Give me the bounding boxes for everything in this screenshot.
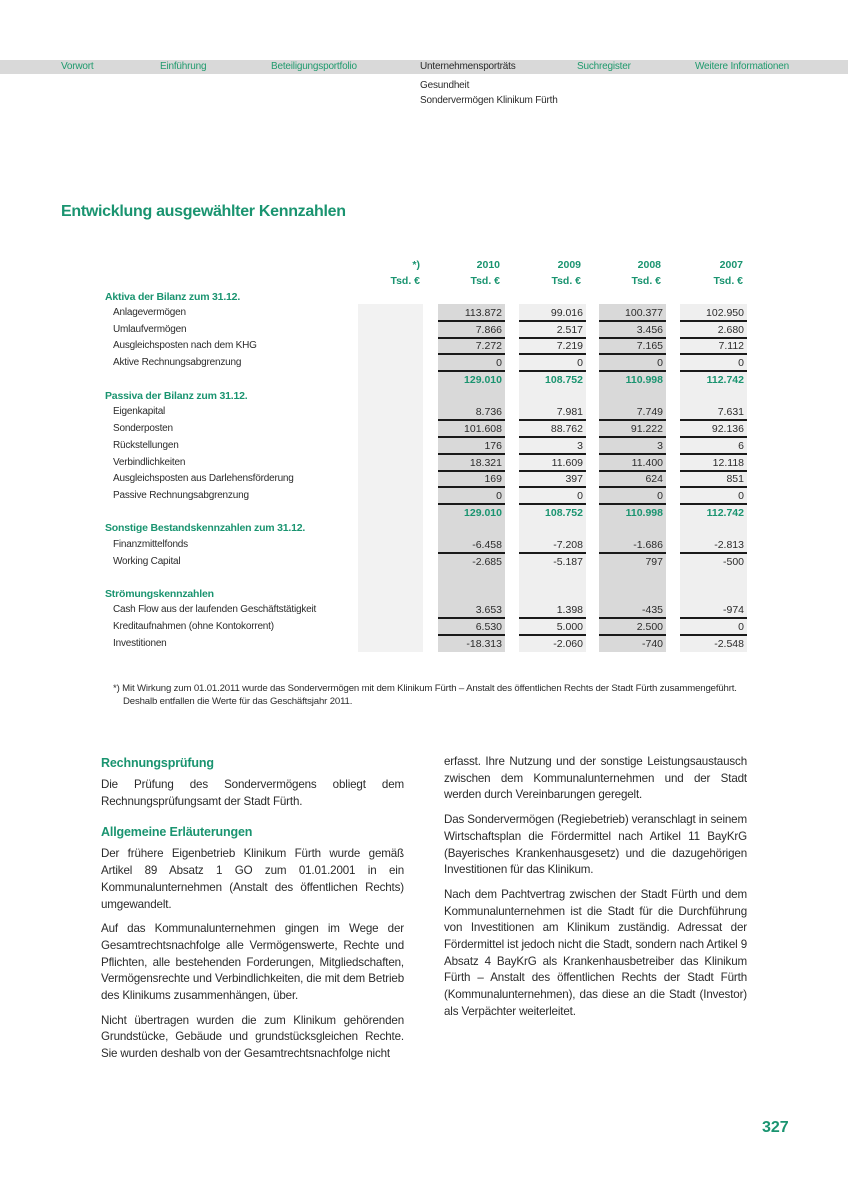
table-cell: 7.866 (438, 322, 505, 339)
total-cell: 129.010 (464, 374, 502, 386)
total-cell: 112.742 (706, 374, 744, 386)
column-header-2010: 2010 (476, 259, 500, 271)
table-cell: 0 (680, 619, 747, 636)
section-header-aktiva: Aktiva der Bilanz zum 31.12. (105, 291, 241, 303)
row-label: Ausgleichsposten nach dem KHG (113, 340, 257, 351)
table-cell: 101.608 (438, 421, 505, 438)
table-cell: 1.398 (519, 602, 586, 619)
row-label: Working Capital (113, 556, 181, 567)
paragraph: Nicht übertragen wurden die zum Klinikum gehörenden Grundstücke, Gebäude und grundstücksgleichen Rechte. Sie wurden deshalb von der Gesamtrechtsnachfolge nicht (101, 1013, 404, 1061)
heading-allgemeine-erlaeuterungen: Allgemeine Erläuterungen (101, 825, 253, 840)
column-unit: Tsd. € (713, 275, 743, 287)
body-left-column (101, 755, 404, 1071)
table-cell: 7.165 (599, 338, 666, 355)
table-cell: 102.950 (680, 305, 747, 322)
table-cell: 2.680 (680, 322, 747, 339)
table-cell: 113.872 (438, 305, 505, 322)
total-cell: 129.010 (464, 507, 502, 519)
total-cell: 110.998 (625, 374, 663, 386)
table-cell: -740 (641, 638, 663, 650)
breadcrumb-gesundheit[interactable]: Gesundheit (420, 80, 470, 91)
table-cell: 7.749 (599, 404, 666, 421)
table-cell: 3 (599, 438, 666, 455)
total-cell: 112.742 (706, 507, 744, 519)
table-cell: -2.685 (472, 556, 502, 568)
paragraph: Das Sondervermögen (Regiebetrieb) veranschlagt in seinem Wirtschaftsplan die Fördermittel nach Artikel 11 BayKrG (Bayerisches Krankenhausgesetz) und die dazugehörigen Investitionen für das Klinikum. (444, 813, 747, 877)
column-unit: Tsd. € (470, 275, 500, 287)
table-cell: 12.118 (680, 455, 747, 472)
table-cell: 99.016 (519, 305, 586, 322)
table-cell: 6.530 (438, 619, 505, 636)
nav-item-suchregister[interactable]: Suchregister (577, 61, 631, 72)
table-cell: 88.762 (519, 421, 586, 438)
row-label: Aktive Rechnungsabgrenzung (113, 357, 242, 368)
table-cell: 2.517 (519, 322, 586, 339)
column-header-footnote: *) (412, 259, 420, 271)
table-cell: 3 (519, 438, 586, 455)
row-label: Rückstellungen (113, 440, 179, 451)
table-cell: 851 (680, 471, 747, 488)
table-cell: 0 (599, 488, 666, 505)
column-unit: Tsd. € (390, 275, 420, 287)
table-cell: 11.400 (599, 455, 666, 472)
table-cell: 7.112 (680, 338, 747, 355)
row-label: Kreditaufnahmen (ohne Kontokorrent) (113, 621, 274, 632)
table-cell: 11.609 (519, 455, 586, 472)
section-header-passiva: Passiva der Bilanz zum 31.12. (105, 390, 248, 402)
total-cell: 108.752 (545, 374, 583, 386)
table-cell: 624 (599, 471, 666, 488)
table-cell: 18.321 (438, 455, 505, 472)
table-cell: 92.136 (680, 421, 747, 438)
table-cell: 6 (680, 438, 747, 455)
table-cell: 0 (438, 355, 505, 372)
table-cell: -2.813 (680, 537, 747, 554)
paragraph: Die Prüfung des Sondervermögens obliegt dem Rechnungsprüfungsamt der Stadt Fürth. (101, 778, 404, 808)
table-cell: 0 (519, 488, 586, 505)
table-cell: 7.219 (519, 338, 586, 355)
column-unit: Tsd. € (631, 275, 661, 287)
total-cell: 108.752 (545, 507, 583, 519)
table-cell: 8.736 (438, 404, 505, 421)
row-label: Passive Rechnungsabgrenzung (113, 490, 249, 501)
row-label: Sonderposten (113, 423, 173, 434)
row-label: Ausgleichsposten aus Darlehensförderung (113, 473, 294, 484)
section-header-sonstige: Sonstige Bestandskennzahlen zum 31.12. (105, 522, 306, 534)
page-number: 327 (762, 1119, 789, 1136)
table-cell: -500 (722, 556, 744, 568)
nav-item-unternehmensportraets[interactable]: Unternehmensporträts (420, 61, 516, 72)
table-cell: 397 (519, 471, 586, 488)
table-cell: -2.548 (714, 638, 744, 650)
table-cell: 0 (599, 355, 666, 372)
table-cell: 7.631 (680, 404, 747, 421)
table-cell: 3.456 (599, 322, 666, 339)
table-footnote: *) Mit Wirkung zum 01.01.2011 wurde das Sondervermögen mit dem Klinikum Fürth – Anstalt des öffentlichen Rechts der Stadt Fürth zusammengeführt. Deshalb entfallen die Werte für das Geschäftsjahr 2011. (113, 683, 737, 707)
row-label: Umlaufvermögen (113, 324, 187, 335)
paragraph: erfasst. Ihre Nutzung und der sonstige Leistungsaustausch zwischen dem Kommunalunternehmen und der Stadt werden durch Vereinbarungen geregelt. (444, 755, 747, 802)
table-cell: -1.686 (599, 537, 666, 554)
paragraph: Der frühere Eigenbetrieb Klinikum Fürth wurde gemäß Artikel 89 Absatz 1 GO zum 01.01.2001 in ein Kommunalunternehmen (Anstalt des öffentlichen Rechts) umgewandelt. (101, 847, 404, 911)
row-label: Finanzmittelfonds (113, 539, 188, 550)
section-header-stroemung: Strömungskennzahlen (105, 588, 214, 600)
column-header-2009: 2009 (557, 259, 581, 271)
table-cell: -974 (680, 602, 747, 619)
row-label: Eigenkapital (113, 406, 166, 417)
table-cell: 176 (438, 438, 505, 455)
table-cell: 3.653 (438, 602, 505, 619)
table-cell: 797 (645, 556, 663, 568)
column-shade-footnote (358, 304, 423, 652)
paragraph: Nach dem Pachtvertrag zwischen der Stadt Fürth und dem Kommunalunternehmen ist die Stadt für die Durchführung von Investitionen am Klinikum zuständig. Adressat der Fördermittel ist jedoch nicht die Stadt, sondern nach Artikel 9 Absatz 4 BayKrG als Krankenhausbetreiber das Klinikum Fürth – Anstalt des öffentlichen Rechts der Stadt Fürth (Kommunalunternehmen), das diese an die Stadt (Investor) als Verpächter weiterleitet. (444, 887, 747, 1018)
table-cell: -435 (599, 602, 666, 619)
paragraph: Auf das Kommunalunternehmen gingen im Wege der Gesamtrechtsnachfolge alle Vermögenswerte, Rechte und Pflichten, alle bestehenden Forderungen, Mitgliedschaften, Vermögensrechte und Verbindlichkeiten, die mit dem Betrieb des Klinikums zusammenhängen, über. (101, 922, 404, 1003)
row-label: Investitionen (113, 638, 167, 649)
row-label: Verbindlichkeiten (113, 457, 186, 468)
table-cell: -5.187 (553, 556, 583, 568)
total-cell: 110.998 (625, 507, 663, 519)
table-cell: 0 (438, 488, 505, 505)
table-cell: -18.313 (466, 638, 502, 650)
column-header-2007: 2007 (719, 259, 743, 271)
table-cell: 2.500 (599, 619, 666, 636)
table-cell: 169 (438, 471, 505, 488)
nav-item-weitere-informationen[interactable]: Weitere Informationen (695, 61, 789, 72)
table-cell: 0 (680, 355, 747, 372)
nav-item-beteiligungsportfolio[interactable]: Beteiligungsportfolio (271, 61, 357, 72)
body-right-column (444, 754, 747, 1029)
table-cell: 7.272 (438, 338, 505, 355)
table-cell: 100.377 (599, 305, 666, 322)
top-navigation-bar (0, 60, 848, 74)
column-header-2008: 2008 (637, 259, 661, 271)
breadcrumb-sondervermoegen[interactable]: Sondervermögen Klinikum Fürth (420, 95, 558, 106)
table-cell: 0 (680, 488, 747, 505)
page-title: Entwicklung ausgewählter Kennzahlen (61, 203, 346, 220)
table-cell: -6.458 (438, 537, 505, 554)
table-cell: 0 (519, 355, 586, 372)
table-cell: 7.981 (519, 404, 586, 421)
table-cell: -7.208 (519, 537, 586, 554)
table-cell: 91.222 (599, 421, 666, 438)
row-label: Anlagevermögen (113, 307, 186, 318)
heading-rechnungspruefung: Rechnungsprüfung (101, 756, 214, 770)
table-cell: -2.060 (553, 638, 583, 650)
nav-item-einfuehrung[interactable]: Einführung (160, 61, 207, 72)
row-label: Cash Flow aus der laufenden Geschäftstätigkeit (113, 604, 317, 615)
column-unit: Tsd. € (551, 275, 581, 287)
table-cell: 5.000 (519, 619, 586, 636)
nav-item-vorwort[interactable]: Vorwort (61, 61, 94, 72)
